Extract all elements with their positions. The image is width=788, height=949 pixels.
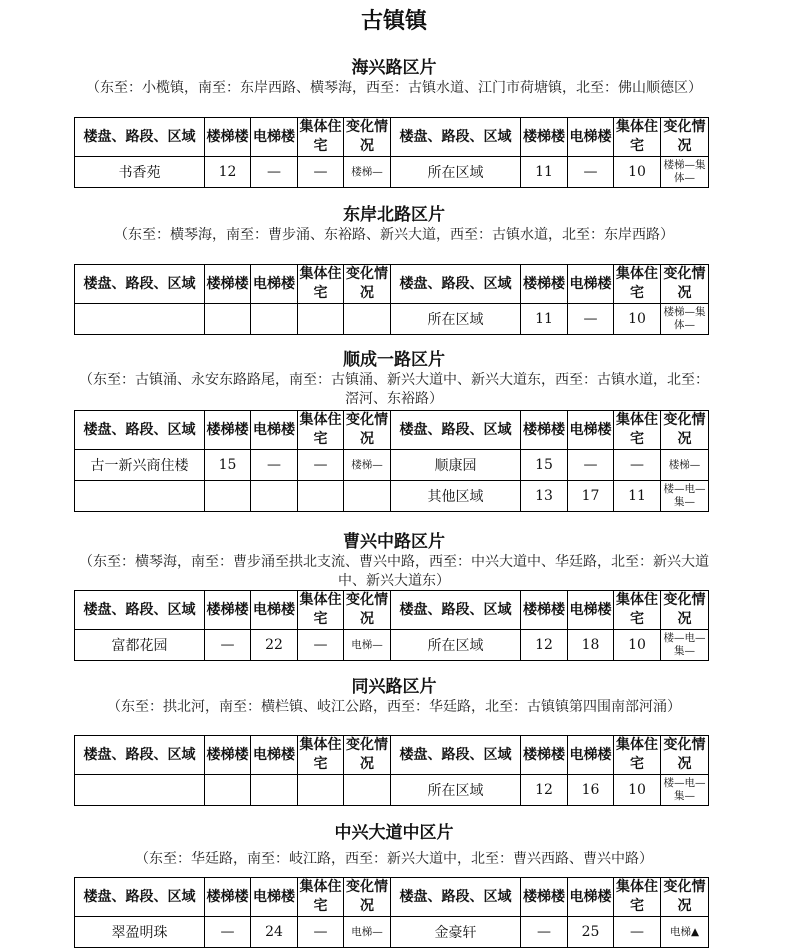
count-cell: 15 xyxy=(521,450,568,481)
column-header: 电梯楼 xyxy=(251,118,298,157)
column-header: 楼盘、路段、区域 xyxy=(391,591,521,630)
column-header: 变化情况 xyxy=(661,591,709,630)
change-cell: 楼梯—集体— xyxy=(661,157,709,188)
count-cell: 10 xyxy=(614,630,661,661)
housing-table xyxy=(74,877,709,948)
district-section xyxy=(0,204,788,331)
document-title: 古镇镇 xyxy=(360,9,427,34)
column-header: 楼梯楼 xyxy=(205,265,251,304)
column-header: 电梯楼 xyxy=(568,411,614,450)
property-cell: 书香苑 xyxy=(75,157,205,188)
column-header: 变化情况 xyxy=(344,118,391,157)
table-row xyxy=(75,481,709,512)
column-header: 电梯楼 xyxy=(568,118,614,157)
count-cell xyxy=(298,775,344,806)
column-header: 集体住宅 xyxy=(614,591,661,630)
section-boundary-description: （东至：华廷路，南至：岐江路，西至：新兴大道中，北至：曹兴西路、曹兴中路） xyxy=(135,851,653,867)
column-header: 集体住宅 xyxy=(614,411,661,450)
column-header: 集体住宅 xyxy=(614,118,661,157)
change-cell: 楼—电—集— xyxy=(661,775,709,806)
count-cell: — xyxy=(298,450,344,481)
change-cell: 楼梯— xyxy=(344,450,391,481)
column-header: 集体住宅 xyxy=(614,265,661,304)
count-cell: — xyxy=(298,157,344,188)
housing-table xyxy=(74,410,709,512)
count-cell: — xyxy=(614,917,661,948)
change-cell: 电梯— xyxy=(344,917,391,948)
change-cell xyxy=(344,304,391,335)
section-boundary-description: （东至：横琴海，南至：曹步涌、东裕路、新兴大道，西至：古镇水道，北至：东岸西路） xyxy=(114,227,674,243)
column-header: 电梯楼 xyxy=(568,878,614,917)
column-header: 电梯楼 xyxy=(251,736,298,775)
column-header: 楼梯楼 xyxy=(521,591,568,630)
count-cell: 12 xyxy=(521,630,568,661)
count-cell: — xyxy=(614,450,661,481)
table-header-row xyxy=(75,118,709,157)
count-cell: 12 xyxy=(205,157,251,188)
count-cell: 11 xyxy=(614,481,661,512)
column-header: 楼盘、路段、区域 xyxy=(75,265,205,304)
count-cell: 12 xyxy=(521,775,568,806)
count-cell: 10 xyxy=(614,157,661,188)
property-cell xyxy=(75,481,205,512)
district-section xyxy=(0,531,788,657)
count-cell xyxy=(251,304,298,335)
column-header: 变化情况 xyxy=(344,265,391,304)
property-cell: 其他区域 xyxy=(391,481,521,512)
table-header-row xyxy=(75,411,709,450)
property-cell: 所在区域 xyxy=(391,775,521,806)
column-header: 集体住宅 xyxy=(298,265,344,304)
column-header: 变化情况 xyxy=(661,736,709,775)
column-header: 集体住宅 xyxy=(298,591,344,630)
count-cell: — xyxy=(298,630,344,661)
count-cell xyxy=(205,481,251,512)
column-header: 楼梯楼 xyxy=(205,878,251,917)
section-title: 海兴路区片 xyxy=(351,58,437,78)
count-cell: — xyxy=(298,917,344,948)
column-header: 变化情况 xyxy=(344,591,391,630)
count-cell: 15 xyxy=(205,450,251,481)
section-title: 同兴路区片 xyxy=(351,677,437,697)
property-cell: 金豪轩 xyxy=(391,917,521,948)
column-header: 楼盘、路段、区域 xyxy=(75,878,205,917)
table-header-row xyxy=(75,265,709,304)
property-cell: 翠盈明珠 xyxy=(75,917,205,948)
change-cell: 楼梯—集体— xyxy=(661,304,709,335)
count-cell: 10 xyxy=(614,775,661,806)
property-cell xyxy=(75,775,205,806)
column-header: 楼盘、路段、区域 xyxy=(391,118,521,157)
column-header: 集体住宅 xyxy=(298,878,344,917)
section-boundary-description: （东至：拱北河，南至：横栏镇、岐江公路，西至：华廷路，北至：古镇镇第四围南部河涌） xyxy=(107,699,681,715)
section-title: 顺成一路区片 xyxy=(343,350,445,370)
column-header: 楼盘、路段、区域 xyxy=(75,411,205,450)
district-section xyxy=(0,676,788,802)
change-cell: 电梯— xyxy=(344,630,391,661)
property-cell: 所在区域 xyxy=(391,157,521,188)
count-cell: 11 xyxy=(521,304,568,335)
property-cell: 顺康园 xyxy=(391,450,521,481)
count-cell: — xyxy=(205,630,251,661)
change-cell: 楼梯— xyxy=(344,157,391,188)
table-row xyxy=(75,630,709,661)
property-cell: 富都花园 xyxy=(75,630,205,661)
section-boundary-description: （东至：横琴海，南至：曹步涌至拱北支流、曹兴中路，西至：中兴大道中、华廷路，北至：新兴大道中、新兴大道东） xyxy=(79,554,709,589)
property-cell: 古一新兴商住楼 xyxy=(75,450,205,481)
column-header: 楼梯楼 xyxy=(205,118,251,157)
count-cell: 24 xyxy=(251,917,298,948)
count-cell xyxy=(298,481,344,512)
column-header: 变化情况 xyxy=(661,118,709,157)
column-header: 变化情况 xyxy=(661,265,709,304)
column-header: 楼盘、路段、区域 xyxy=(391,265,521,304)
count-cell: 18 xyxy=(568,630,614,661)
change-cell: 楼—电—集— xyxy=(661,481,709,512)
housing-table xyxy=(74,735,709,806)
column-header: 楼梯楼 xyxy=(521,411,568,450)
count-cell: — xyxy=(568,157,614,188)
column-header: 楼盘、路段、区域 xyxy=(75,591,205,630)
column-header: 变化情况 xyxy=(344,878,391,917)
count-cell: — xyxy=(568,304,614,335)
change-cell xyxy=(344,481,391,512)
column-header: 集体住宅 xyxy=(614,878,661,917)
column-header: 楼盘、路段、区域 xyxy=(391,878,521,917)
housing-table xyxy=(74,117,709,188)
column-header: 电梯楼 xyxy=(251,265,298,304)
housing-table xyxy=(74,590,709,661)
section-title: 曹兴中路区片 xyxy=(343,532,445,552)
count-cell: 17 xyxy=(568,481,614,512)
property-cell: 所在区域 xyxy=(391,630,521,661)
count-cell: 11 xyxy=(521,157,568,188)
table-header-row xyxy=(75,878,709,917)
column-header: 楼梯楼 xyxy=(521,118,568,157)
column-header: 楼梯楼 xyxy=(205,736,251,775)
table-row xyxy=(75,450,709,481)
change-cell: 楼—电—集— xyxy=(661,630,709,661)
count-cell xyxy=(298,304,344,335)
count-cell: 10 xyxy=(614,304,661,335)
column-header: 电梯楼 xyxy=(251,411,298,450)
count-cell xyxy=(205,304,251,335)
column-header: 集体住宅 xyxy=(298,411,344,450)
section-boundary-description: （东至：小榄镇，南至：东岸西路、横琴海，西至：古镇水道、江门市荷塘镇，北至：佛山顺德区） xyxy=(86,80,702,96)
column-header: 楼梯楼 xyxy=(521,878,568,917)
column-header: 电梯楼 xyxy=(251,878,298,917)
column-header: 变化情况 xyxy=(661,878,709,917)
count-cell: — xyxy=(521,917,568,948)
count-cell xyxy=(251,775,298,806)
count-cell: 22 xyxy=(251,630,298,661)
column-header: 楼盘、路段、区域 xyxy=(75,736,205,775)
change-cell: 电梯▲ xyxy=(661,917,709,948)
column-header: 电梯楼 xyxy=(568,265,614,304)
column-header: 楼梯楼 xyxy=(521,265,568,304)
table-header-row xyxy=(75,591,709,630)
count-cell: 16 xyxy=(568,775,614,806)
count-cell xyxy=(251,481,298,512)
change-cell: 楼梯— xyxy=(661,450,709,481)
column-header: 变化情况 xyxy=(661,411,709,450)
property-cell xyxy=(75,304,205,335)
count-cell: 13 xyxy=(521,481,568,512)
count-cell xyxy=(205,775,251,806)
table-row xyxy=(75,304,709,335)
table-row xyxy=(75,775,709,806)
column-header: 电梯楼 xyxy=(568,591,614,630)
count-cell: — xyxy=(251,450,298,481)
section-title: 中兴大道中区片 xyxy=(334,823,454,843)
column-header: 楼盘、路段、区域 xyxy=(391,411,521,450)
column-header: 楼盘、路段、区域 xyxy=(391,736,521,775)
change-cell xyxy=(344,775,391,806)
property-cell: 所在区域 xyxy=(391,304,521,335)
column-header: 楼梯楼 xyxy=(521,736,568,775)
count-cell: — xyxy=(205,917,251,948)
column-header: 楼梯楼 xyxy=(205,591,251,630)
table-row xyxy=(75,157,709,188)
count-cell: 25 xyxy=(568,917,614,948)
column-header: 电梯楼 xyxy=(251,591,298,630)
column-header: 集体住宅 xyxy=(298,118,344,157)
table-header-row xyxy=(75,736,709,775)
section-boundary-description: （东至：古镇涌、永安东路路尾，南至：古镇涌、新兴大道中、新兴大道东，西至：古镇水道，北至：滘河、东裕路） xyxy=(79,372,709,407)
district-section xyxy=(0,349,788,508)
count-cell: — xyxy=(568,450,614,481)
section-title: 东岸北路区片 xyxy=(343,205,445,225)
district-section xyxy=(0,57,788,184)
column-header: 楼梯楼 xyxy=(205,411,251,450)
column-header: 集体住宅 xyxy=(298,736,344,775)
column-header: 电梯楼 xyxy=(568,736,614,775)
housing-table xyxy=(74,264,709,335)
count-cell: — xyxy=(251,157,298,188)
column-header: 变化情况 xyxy=(344,736,391,775)
column-header: 楼盘、路段、区域 xyxy=(75,118,205,157)
column-header: 变化情况 xyxy=(344,411,391,450)
column-header: 集体住宅 xyxy=(614,736,661,775)
district-section xyxy=(0,822,788,941)
table-row xyxy=(75,917,709,948)
